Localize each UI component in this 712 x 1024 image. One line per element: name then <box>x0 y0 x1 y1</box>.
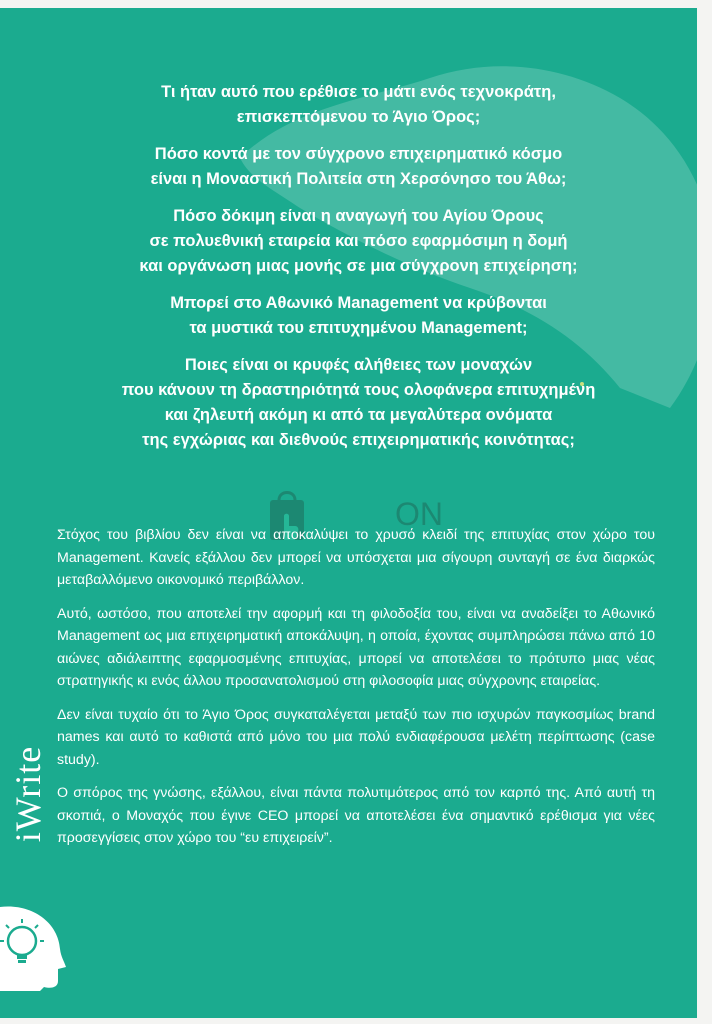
question-5: Ποιες είναι οι κρυφές αλήθειες των μοναχών που κάνουν τη δραστηριότητά τους ολοφάνερα επιτυχημένη και ζηλευτή ακόμη κι από τα μεγαλύτερα ονόματα της εγχώριας και διεθνούς επιχειρηματικής κοινότητας; <box>121 356 596 449</box>
question-2: Πόσο κοντά με τον σύγχρονο επιχειρηματικό κόσμο είναι η Μοναστική Πολιτεία στη Χερσόνησο του Άθω; <box>150 145 567 188</box>
paragraph-3: Δεν είναι τυχαίο ότι το Άγιο Όρος συγκαταλέγεται μεταξύ των πιο ισχυρών παγκοσμίως brand names και αυτό το καθιστά από μόνο του μια πολύ ενδιαφέρουσα μελέτη περίπτωσης (case study). <box>57 706 655 768</box>
question-1: Τι ήταν αυτό που ερέθισε το μάτι ενός τεχνοκράτη, επισκεπτόμενου το Άγιο Όρος; <box>161 83 556 126</box>
paragraph-2: Αυτό, ωστόσο, που αποτελεί την αφορμή και τη φιλοδοξία του, είναι να αναδείξει το Αθωνικό Management ως μια επιχειρηματική αποκάλυψη, η οποία, έχοντας συμπληρώσει πάνω από 10 αιώνες αδιάλειπτης εφαρμοσμένης επιτυχίας, μπορεί να αποτελέσει το πρότυπο μιας νέας στρατηγικής κι ενός άλλου προσανατολισμού στη φιλοσοφία μιας σύγχρονης εταιρείας. <box>57 605 655 689</box>
lightbulb-head-icon <box>0 901 66 991</box>
description-text <box>57 524 655 861</box>
question-4: Μπορεί στο Αθωνικό Management να κρύβονται τα μυστικά του επιτυχημένου Management; <box>170 294 547 337</box>
question-3: Πόσο δόκιμη είναι η αναγωγή του Αγίου Όρους σε πολυεθνική εταιρεία και πόσο εφαρμόσιμη η δομή και οργάνωση μιας μονής σε μια σύγχρονη επιχείρηση; <box>139 207 578 275</box>
book-back-cover <box>0 8 697 1018</box>
headline-questions <box>60 80 657 465</box>
on-watermark-logo: ON <box>395 496 443 532</box>
publisher-brand-name: iWrite <box>8 745 48 843</box>
paragraph-4: Ο σπόρος της γνώσης, εξάλλου, είναι πάντα πολυτιμότερος από τον καρπό της. Από αυτή τη σκοπιά, ο Μοναχός που έγινε CEO μπορεί να αποτελέσει ένα σημαντικό ερέθισμα για νέες προσεγγίσεις στον χώρο του “ευ επιχειρείν”. <box>57 785 655 846</box>
paragraph-1: Στόχος του βιβλίου δεν είναι να αποκαλύψει το χρυσό κλειδί της επιτυχίας στον χώρο του Management. Κανείς εξάλλου δεν μπορεί να υπόσχεται μια σίγουρη συνταγή σε ένα διαρκώς μεταβαλλόμενο οικονομικό περιβάλλον. <box>57 527 655 588</box>
